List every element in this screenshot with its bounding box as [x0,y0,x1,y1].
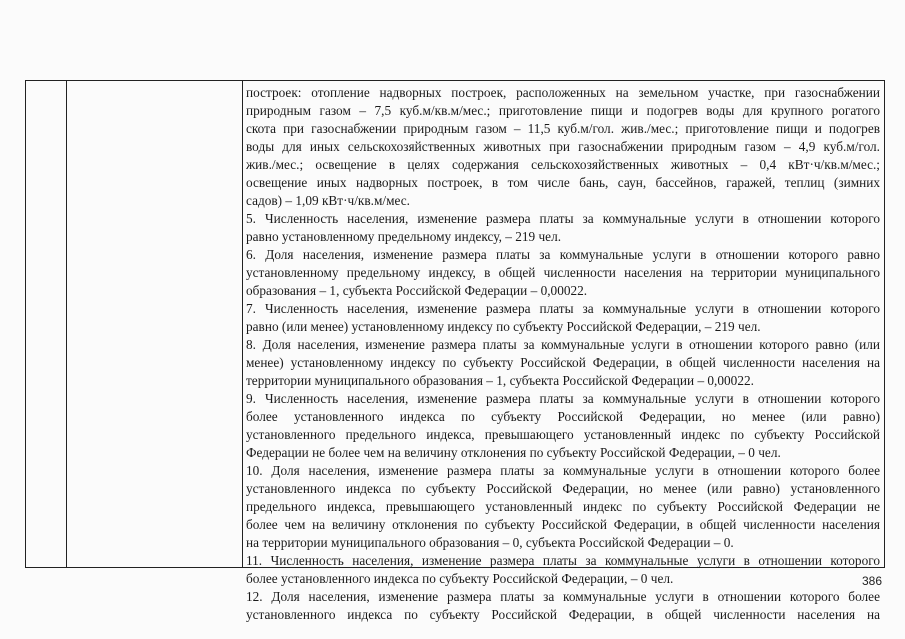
text-line: 7. Численность населения, изменение размера платы за коммунальные услуги в отношении которого [246,301,880,316]
text-line: 6. Доля населения, изменение размера платы за коммунальные услуги в отношении которого равно [246,247,880,262]
text-line: установленного индекса по субъекту Российской Федерации, в общей численности населения на [246,607,880,622]
paragraph [246,336,880,390]
text-line: воды для иных сельскохозяйственных животных при газоснабжении природным газом – 4,9 куб.м/гол. [246,139,880,154]
text-line: образования – 1, субъекта Российской Федерации – 0,00022. [246,283,588,298]
text-line: 5. Численность населения, изменение размера платы за коммунальные услуги в отношении которого [246,211,880,226]
paragraph [246,462,880,552]
text-line: более установленного индекса по субъекту Российской Федерации, но менее (или равно) [246,409,880,424]
paragraph [246,246,880,300]
column-divider [242,81,243,567]
paragraph [246,84,880,210]
text-line: равно (или менее) установленному индексу по субъекту Российской Федерации, – 219 чел. [246,319,761,334]
paragraph [246,552,883,588]
text-line: 12. Доля населения, изменение размера платы за коммунальные услуги в отношении которого более [246,589,880,604]
text-line: более чем на величину отклонения по субъекту Российской Федерации, в общей численности населения [246,517,880,532]
text-line: равно установленному предельному индексу, – 219 чел. [246,229,562,244]
text-line: садов) – 1,09 кВт·ч/кв.м/мес. [246,193,410,208]
paragraph [246,390,880,462]
text-line: менее) установленному индексу по субъекту Российской Федерации, в общей численности населения на [246,355,880,370]
text-line: установленного предельного индекса, превышающего установленный индекс по субъекту Российской [246,427,880,442]
text-line: скота при газоснабжении природным газом – 11,5 куб.м/гол. жив./мес.; приготовление пищи и подогрев [246,121,880,136]
column-divider [66,81,67,567]
paragraph [246,300,880,336]
paragraph [246,210,880,246]
text-line: установленного индекса по субъекту Российской Федерации, но менее (или равно) установленного [246,481,880,496]
text-line: 10. Доля населения, изменение размера платы за коммунальные услуги в отношении которого более [246,463,880,478]
text-line: установленному предельному индексу, в общей численности населения на территории муниципального [246,265,880,280]
text-line: более установленного индекса по субъекту Российской Федерации, – 0 чел. [246,571,674,586]
text-line: предельного индекса, превышающего установленный индекс по субъекту Российской Федерации не [246,499,880,514]
text-line: построек: отопление надворных построек, расположенных на земельном участке, при газоснабжении [246,85,880,100]
page-number: 386 [862,574,883,588]
text-line: 9. Численность населения, изменение размера платы за коммунальные услуги в отношении которого [246,391,880,406]
text-line: на территории муниципального образования – 0, субъекта Российской Федерации – 0. [246,535,734,550]
text-line: 11. Численность населения, изменение размера платы за коммунальные услуги в отношении которого [246,553,880,568]
text-line: 8. Доля населения, изменение размера платы за коммунальные услуги в отношении которого равно (или [246,337,880,352]
text-line: освещение иных надворных построек, в том числе бань, саун, бассейнов, гаражей, теплиц (зимних [246,175,880,190]
text-line: жив./мес.; освещение в целях содержания сельскохозяйственных животных – 0,4 кВт·ч/кв.м/мес.; [246,157,880,172]
text-line: природным газом – 7,5 куб.м/кв.м/мес.; приготовление пищи и подогрев воды для крупного рогатого [246,103,880,118]
table-text-cell [246,84,883,624]
paragraph [246,588,880,624]
text-line: Федерации не более чем на величину отклонения по субъекту Российской Федерации, – 0 чел. [246,445,781,460]
text-line: территории муниципального образования – 1, субъекта Российской Федерации – 0,00022. [246,373,754,388]
